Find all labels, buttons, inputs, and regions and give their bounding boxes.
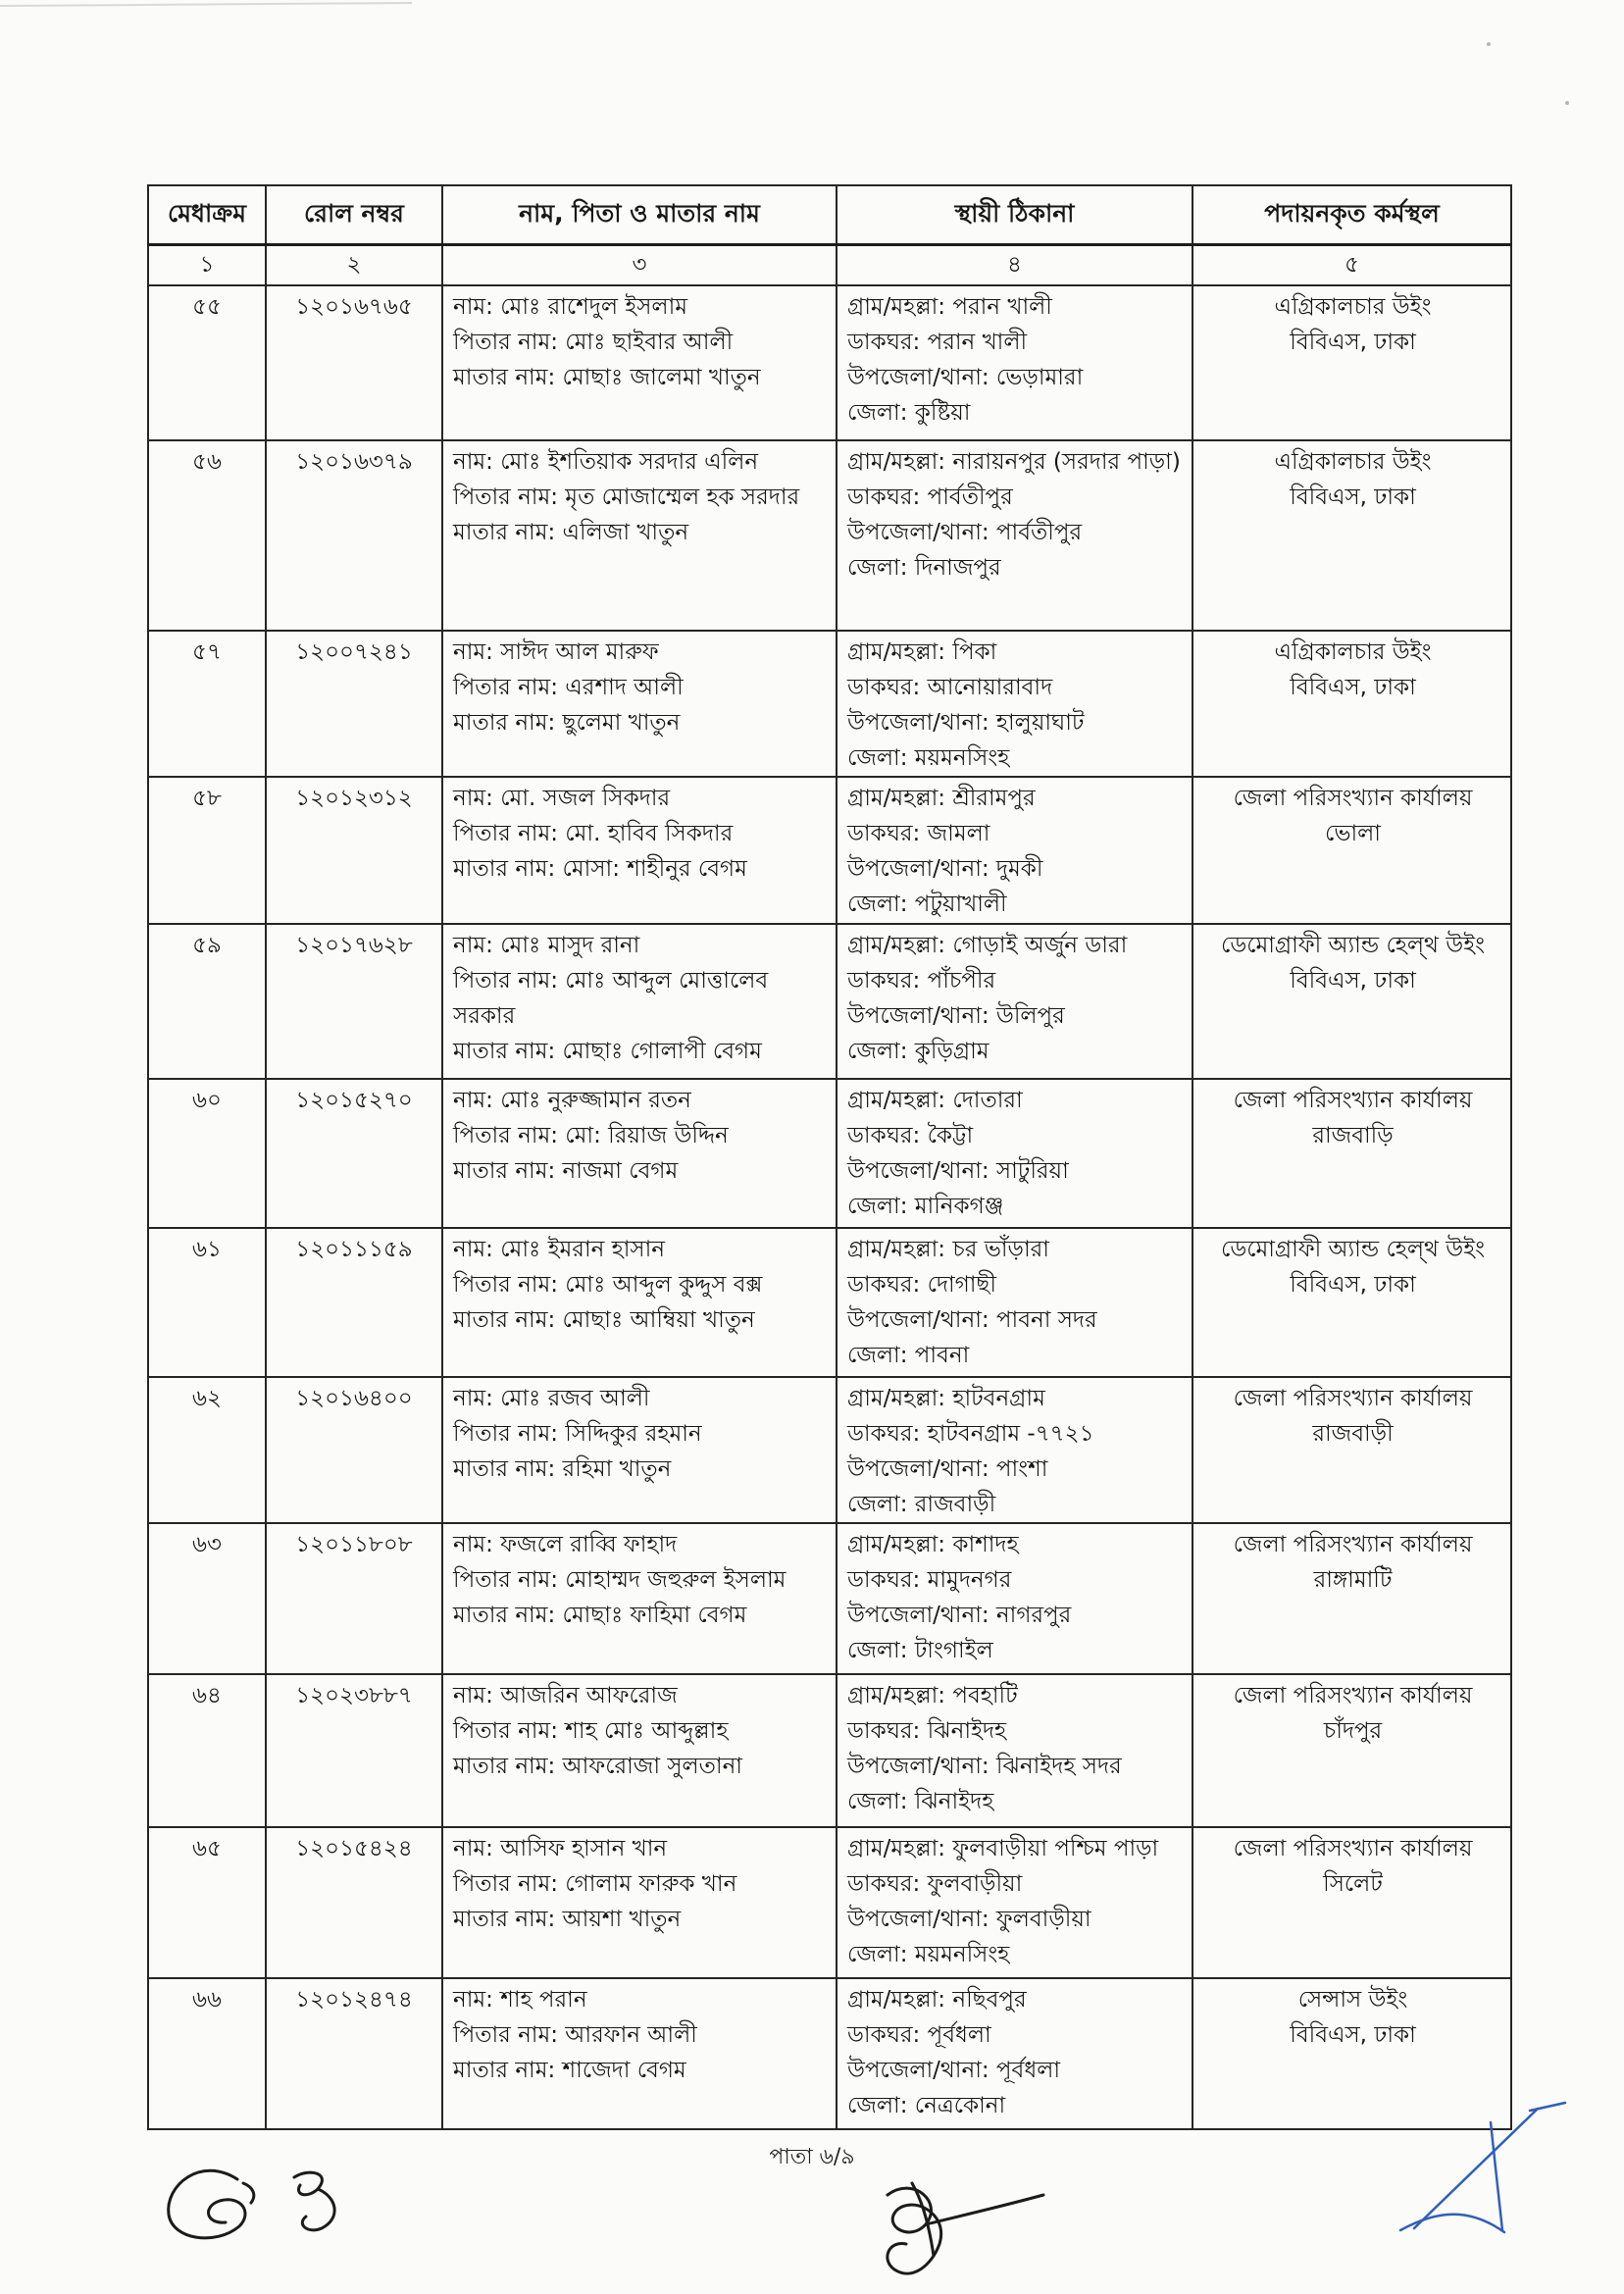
merit-cell (148, 1827, 266, 1978)
address-post-office: ডাকঘর: জামলা (847, 821, 990, 846)
candidate-name: নাম: মোঃ রজব আলী (453, 1386, 650, 1411)
table-row (148, 1523, 1511, 1674)
roll-number: ১২০১৫২৭০ (295, 1088, 413, 1113)
mother-name: মাতার নাম: রহিমা খাতুন (453, 1456, 672, 1482)
mother-name: মাতার নাম: এলিজা খাতুন (453, 520, 689, 545)
merit-number: ৬২ (192, 1386, 222, 1411)
candidate-name: নাম: মোঃ ইশতিয়াক সরদার এলিন (453, 449, 759, 475)
merit-number: ৫৬ (192, 449, 222, 475)
roll-cell (266, 1079, 442, 1228)
posting-office: এগ্রিকালচার উইং (1274, 449, 1432, 475)
mother-name: মাতার নাম: ছুলেমা খাতুন (453, 710, 681, 736)
candidate-name: নাম: মোঃ রাশেদুল ইসলাম (453, 294, 688, 320)
posting-cell (1193, 285, 1511, 440)
father-name: পিতার নাম: মৃত মোজাম্মেল হক সরদার (453, 484, 800, 510)
address-post-office: ডাকঘর: মামুদনগর (847, 1567, 1012, 1593)
address-village: গ্রাম/মহল্লা: শ্রীরামপুর (847, 786, 1036, 811)
address-cell (837, 1674, 1193, 1827)
merit-number: ৫৫ (192, 294, 222, 320)
address-district: জেলা: ময়মনসিংহ (847, 745, 1010, 771)
header-posting: পদায়নকৃত কর্মস্থল (1193, 185, 1511, 245)
roll-cell (266, 924, 442, 1079)
address-post-office: ডাকঘর: হাটবনগ্রাম -৭৭২১ (847, 1421, 1094, 1447)
address-post-office: ডাকঘর: পাঁচপীর (847, 968, 996, 994)
candidate-name: নাম: সাঈদ আল মারুফ (453, 639, 659, 665)
address-village: গ্রাম/মহল্লা: পিকা (847, 639, 997, 665)
father-name: পিতার নাম: গোলাম ফারুক খান (453, 1871, 737, 1897)
address-village: গ্রাম/মহল্লা: চর ভাঁড়ারা (847, 1237, 1049, 1262)
roll-cell (266, 285, 442, 440)
address-district: জেলা: কুষ্টিয়া (847, 400, 971, 426)
posting-office: জেলা পরিসংখ্যান কার্যালয় (1233, 1088, 1473, 1113)
candidate-name: নাম: শাহ পরান (453, 1987, 587, 2013)
address-cell (837, 924, 1193, 1079)
address-village: গ্রাম/মহল্লা: পবহাটি (847, 1683, 1018, 1708)
roll-number: ১২০১১১৫৯ (295, 1237, 413, 1262)
address-district: জেলা: কুড়িগ্রাম (847, 1039, 990, 1064)
roll-number: ১২০১৬৭৬৫ (295, 294, 413, 320)
scan-speck (1487, 42, 1491, 46)
posting-cell (1193, 631, 1511, 777)
roll-number: ১২০১২৪৭৪ (295, 1987, 413, 2013)
signature-mark-left-2 (294, 2172, 334, 2230)
posting-location: রাজবাড়ী (1312, 1421, 1394, 1447)
address-post-office: ডাকঘর: আনোয়ারাবাদ (847, 675, 1053, 700)
merit-cell (148, 285, 266, 440)
name-cell (442, 440, 837, 631)
roll-number: ১২০০৭২৪১ (295, 639, 413, 665)
posting-location: চাঁদপুর (1323, 1718, 1383, 1744)
posting-cell (1193, 1978, 1511, 2129)
merit-number: ৬৪ (192, 1683, 222, 1708)
posting-cell (1193, 1523, 1511, 1674)
name-cell (442, 631, 837, 777)
merit-cell (148, 777, 266, 924)
mother-name: মাতার নাম: নাজমা বেগম (453, 1158, 679, 1184)
father-name: পিতার নাম: সিদ্দিকুর রহমান (453, 1421, 702, 1447)
address-district: জেলা: টাংগাইল (847, 1638, 993, 1663)
roll-cell (266, 1827, 442, 1978)
mother-name: মাতার নাম: মোসা: শাহীনুর বেগম (453, 856, 747, 882)
roll-cell (266, 777, 442, 924)
father-name: পিতার নাম: শাহ মোঃ আব্দুল্লাহ (453, 1718, 729, 1744)
posting-office: সেন্সাস উইং (1297, 1987, 1408, 2013)
table-row (148, 1674, 1511, 1827)
posting-location: বিবিএস, ঢাকা (1290, 1272, 1416, 1298)
roll-cell (266, 631, 442, 777)
merit-number: ৬৩ (192, 1532, 222, 1557)
table-row (148, 777, 1511, 924)
address-post-office: ডাকঘর: পূর্বধলা (847, 2022, 991, 2048)
candidate-name: নাম: মোঃ মাসুদ রানা (453, 933, 640, 958)
address-district: জেলা: ঝিনাইদহ (847, 1789, 994, 1814)
posting-office: ডেমোগ্রাফী অ্যান্ড হেল্থ উইং (1220, 1237, 1485, 1262)
table-row (148, 1978, 1511, 2129)
posting-list-table (147, 184, 1512, 2130)
table-row (148, 1079, 1511, 1228)
merit-cell (148, 924, 266, 1079)
posting-cell (1193, 1079, 1511, 1228)
father-name: পিতার নাম: মো. হাবিব সিকদার (453, 821, 734, 846)
posting-cell (1193, 777, 1511, 924)
posting-location: রাজবাড়ি (1312, 1123, 1394, 1148)
table-row (148, 1827, 1511, 1978)
roll-number: ১২০১৬৩৭৯ (295, 449, 413, 475)
address-village: গ্রাম/মহল্লা: নারায়নপুর (সরদার পাড়া) (847, 449, 1181, 475)
address-upazila: উপজেলা/থানা: দুমকী (847, 856, 1043, 882)
table-row (148, 285, 1511, 440)
roll-number: ১২০১৭৬২৮ (295, 933, 413, 958)
address-village: গ্রাম/মহল্লা: পরান খালী (847, 294, 1052, 320)
mother-name: মাতার নাম: আফরোজা সুলতানা (453, 1754, 742, 1779)
roll-number: ১২০১৬৪০০ (295, 1386, 413, 1411)
address-cell (837, 777, 1193, 924)
address-post-office: ডাকঘর: ফুলবাড়ীয়া (847, 1871, 1023, 1897)
column-number: ৪ (837, 245, 1193, 286)
table-row (148, 631, 1511, 777)
address-upazila: উপজেলা/থানা: ফুলবাড়ীয়া (847, 1907, 1091, 1932)
table-header-row (148, 185, 1511, 245)
candidate-name: নাম: আজরিন আফরোজ (453, 1683, 678, 1708)
address-district: জেলা: পটুয়াখালী (847, 892, 1007, 917)
column-number: ৩ (442, 245, 837, 286)
address-post-office: ডাকঘর: পার্বতীপুর (847, 484, 1013, 510)
roll-number: ১২০১২৩১২ (295, 786, 413, 811)
address-village: গ্রাম/মহল্লা: ফুলবাড়ীয়া পশ্চিম পাড়া (847, 1836, 1159, 1861)
merit-cell (148, 1377, 266, 1523)
candidate-name: নাম: ফজলে রাব্বি ফাহাদ (453, 1532, 678, 1557)
address-post-office: ডাকঘর: ঝিনাইদহ (847, 1718, 1007, 1744)
signature-initials-left (169, 2170, 254, 2238)
address-upazila: উপজেলা/থানা: পূর্বধলা (847, 2058, 1061, 2083)
address-village: গ্রাম/মহল্লা: কাশাদহ (847, 1532, 1019, 1557)
address-cell (837, 1978, 1193, 2129)
posting-location: বিবিএস, ঢাকা (1290, 330, 1416, 355)
column-number: ২ (266, 245, 442, 286)
posting-location: বিবিএস, ঢাকা (1290, 968, 1416, 994)
candidate-name: নাম: মোঃ নুরুজ্জামান রতন (453, 1088, 691, 1113)
father-name: পিতার নাম: মো: রিয়াজ উদ্দিন (453, 1123, 729, 1148)
name-cell (442, 1523, 837, 1674)
posting-cell (1193, 924, 1511, 1079)
table-row (148, 440, 1511, 631)
table-body (148, 285, 1511, 2129)
mother-name: মাতার নাম: আয়শা খাতুন (453, 1907, 682, 1932)
merit-cell (148, 1523, 266, 1674)
posting-cell (1193, 1377, 1511, 1523)
posting-location: বিবিএস, ঢাকা (1290, 2022, 1416, 2048)
posting-cell (1193, 1827, 1511, 1978)
mother-name: মাতার নাম: শাজেদা বেগম (453, 2058, 686, 2083)
name-cell (442, 1674, 837, 1827)
address-post-office: ডাকঘর: কৈট্টা (847, 1123, 974, 1148)
address-upazila: উপজেলা/থানা: পাংশা (847, 1456, 1048, 1482)
merit-number: ৫৮ (192, 786, 222, 811)
page-number: পাতা ৬/৯ (769, 2145, 855, 2169)
father-name: পিতার নাম: মোঃ আব্দুল কুদ্দুস বক্স (453, 1272, 763, 1298)
address-cell (837, 1377, 1193, 1523)
signature-center (888, 2183, 1043, 2273)
address-district: জেলা: দিনাজপুর (847, 555, 1001, 581)
header-name: নাম, পিতা ও মাতার নাম (442, 185, 837, 245)
address-upazila: উপজেলা/থানা: সাটুরিয়া (847, 1158, 1069, 1184)
posting-office: এগ্রিকালচার উইং (1274, 294, 1432, 320)
posting-location: বিবিএস, ঢাকা (1290, 484, 1416, 510)
roll-number: ১২০২৩৮৮৭ (295, 1683, 413, 1708)
address-cell (837, 285, 1193, 440)
merit-cell (148, 1228, 266, 1377)
address-district: জেলা: মানিকগঞ্জ (847, 1194, 1004, 1219)
name-cell (442, 1827, 837, 1978)
father-name: পিতার নাম: এরশাদ আলী (453, 675, 684, 700)
father-name: পিতার নাম: মোঃ ছাইবার আলী (453, 330, 734, 355)
header-roll: রোল নম্বর (266, 185, 442, 245)
name-cell (442, 924, 837, 1079)
name-cell (442, 285, 837, 440)
address-village: গ্রাম/মহল্লা: দোতারা (847, 1088, 1023, 1113)
posting-office: এগ্রিকালচার উইং (1274, 639, 1432, 665)
address-village: গ্রাম/মহল্লা: নছিবপুর (847, 1987, 1027, 2013)
merit-number: ৫৭ (192, 639, 222, 665)
merit-number: ৬৫ (192, 1836, 222, 1861)
candidate-name: নাম: আসিফ হাসান খান (453, 1836, 668, 1861)
name-cell (442, 1228, 837, 1377)
column-number: ১ (148, 245, 266, 286)
merit-number: ৬৬ (192, 1987, 222, 2013)
merit-cell (148, 1079, 266, 1228)
roll-cell (266, 440, 442, 631)
address-upazila: উপজেলা/থানা: হালুয়াঘাট (847, 710, 1085, 736)
roll-cell (266, 1228, 442, 1377)
address-district: জেলা: নেত্রকোনা (847, 2093, 1006, 2118)
address-district: জেলা: পাবনা (847, 1343, 970, 1368)
merit-number: ৬০ (192, 1088, 222, 1113)
name-cell (442, 1978, 837, 2129)
posting-cell (1193, 1674, 1511, 1827)
roll-cell (266, 1978, 442, 2129)
posting-cell (1193, 1228, 1511, 1377)
address-cell (837, 440, 1193, 631)
address-upazila: উপজেলা/থানা: ভেড়ামারা (847, 365, 1084, 390)
address-cell (837, 1827, 1193, 1978)
father-name: পিতার নাম: মোঃ আব্দুল মোত্তালেব সরকার (453, 968, 769, 1029)
name-cell (442, 1079, 837, 1228)
scan-edge-mark (0, 3, 412, 6)
posting-office: ডেমোগ্রাফী অ্যান্ড হেল্থ উইং (1220, 933, 1485, 958)
address-upazila: উপজেলা/থানা: নাগরপুর (847, 1603, 1072, 1628)
posting-office: জেলা পরিসংখ্যান কার্যালয় (1233, 786, 1473, 811)
posting-office: জেলা পরিসংখ্যান কার্যালয় (1233, 1532, 1473, 1557)
address-cell (837, 1079, 1193, 1228)
roll-number: ১২০১৫৪২৪ (295, 1836, 413, 1861)
table-row (148, 1228, 1511, 1377)
name-cell (442, 777, 837, 924)
table-row (148, 924, 1511, 1079)
merit-number: ৫৯ (192, 933, 222, 958)
roll-cell (266, 1377, 442, 1523)
posting-location: ভোলা (1325, 821, 1381, 846)
table-row (148, 1377, 1511, 1523)
posting-office: জেলা পরিসংখ্যান কার্যালয় (1233, 1386, 1473, 1411)
mother-name: মাতার নাম: মোছাঃ আম্বিয়া খাতুন (453, 1307, 755, 1333)
posting-location: সিলেট (1323, 1871, 1383, 1897)
address-village: গ্রাম/মহল্লা: হাটবনগ্রাম (847, 1386, 1045, 1411)
address-cell (837, 1523, 1193, 1674)
address-district: জেলা: ময়মনসিংহ (847, 1942, 1010, 1967)
candidate-name: নাম: মো. সজল সিকদার (453, 786, 671, 811)
name-cell (442, 1377, 837, 1523)
father-name: পিতার নাম: মোহাম্মদ জহুরুল ইসলাম (453, 1567, 787, 1593)
merit-cell (148, 631, 266, 777)
column-number: ৫ (1193, 245, 1511, 286)
address-post-office: ডাকঘর: দোগাছী (847, 1272, 996, 1298)
merit-number: ৬১ (192, 1237, 222, 1262)
posting-location: রাঙ্গামাটি (1313, 1567, 1393, 1593)
mother-name: মাতার নাম: মোছাঃ জালেমা খাতুন (453, 365, 761, 390)
address-post-office: ডাকঘর: পরান খালী (847, 330, 1028, 355)
header-merit: মেধাক্রম (148, 185, 266, 245)
posting-location: বিবিএস, ঢাকা (1290, 675, 1416, 700)
address-upazila: উপজেলা/থানা: পাবনা সদর (847, 1307, 1097, 1333)
roll-cell (266, 1523, 442, 1674)
mother-name: মাতার নাম: মোছাঃ গোলাপী বেগম (453, 1039, 762, 1064)
merit-cell (148, 1674, 266, 1827)
address-cell (837, 631, 1193, 777)
merit-cell (148, 1978, 266, 2129)
address-upazila: উপজেলা/থানা: পার্বতীপুর (847, 520, 1083, 545)
posting-office: জেলা পরিসংখ্যান কার্যালয় (1233, 1836, 1473, 1861)
column-number-row (148, 245, 1511, 286)
address-village: গ্রাম/মহল্লা: গোড়াই অর্জুন ডারা (847, 933, 1128, 958)
address-upazila: উপজেলা/থানা: উলিপুর (847, 1003, 1065, 1029)
address-district: জেলা: রাজবাড়ী (847, 1492, 996, 1517)
roll-number: ১২০১১৮০৮ (295, 1532, 413, 1557)
mother-name: মাতার নাম: মোছাঃ ফাহিমা বেগম (453, 1603, 747, 1628)
scan-speck (1565, 101, 1569, 105)
father-name: পিতার নাম: আরফান আলী (453, 2022, 697, 2048)
address-upazila: উপজেলা/থানা: ঝিনাইদহ সদর (847, 1754, 1122, 1779)
address-cell (837, 1228, 1193, 1377)
candidate-name: নাম: মোঃ ইমরান হাসান (453, 1237, 666, 1262)
posting-cell (1193, 440, 1511, 631)
roll-cell (266, 1674, 442, 1827)
merit-cell (148, 440, 266, 631)
posting-office: জেলা পরিসংখ্যান কার্যালয় (1233, 1683, 1473, 1708)
header-address: স্থায়ী ঠিকানা (837, 185, 1193, 245)
